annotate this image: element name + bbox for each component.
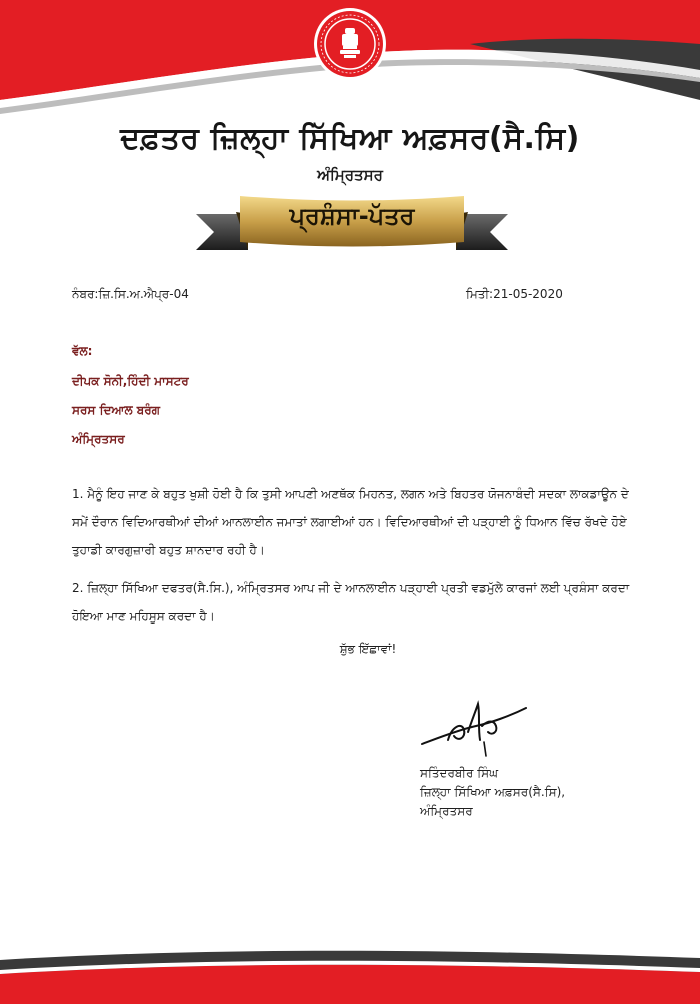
signature-icon [418,696,530,758]
recipient-line: ਸਰਸ ਦਿਆਲ ਬਰੰਗ [72,403,161,417]
signatory-block [420,764,565,821]
office-city: ਅੰਮ੍ਰਿਤਸਰ [317,166,383,184]
letter-date: ਮਿਤੀ:21-05-2020 [466,287,563,301]
body-paragraph-1: 1. ਮੈਨੂੰ ਇਹ ਜਾਣ ਕੇ ਬਹੁਤ ਖੁਸ਼ੀ ਹੋਈ ਹੈ ਕਿ ਤੁਸੀ ਆਪਣੀ ਅਣਥੱਕ ਮਿਹਨਤ, ਲਗਨ ਅਤੇ ਬਿਹਤਰ ਯੋਜਨਾਬੰਦੀ ਸਦਕਾ ਲਾਕਡਾਊਨ ਦੇ ਸਮੇਂ ਦੌਰਾਨ ਵਿਦਿਆਰਥੀਆਂ ਦੀਆਂ ਆਨਲਾਈਨ ਜਮਾਤਾਂ ਲਗਾਈਆਂ ਹਨ। ਵਿਦਿਆਰਥੀਆਂ ਦੀ ਪੜ੍ਹਾਈ ਨੂੰ ਧਿਆਨ ਵਿੱਚ ਰੱਖਦੇ ਹੋਏ ਤੁਹਾਡੀ ਕਾਰਗੁਜ਼ਾਰੀ ਬਹੁਤ ਸ਼ਾਨਦਾਰ ਰਹੀ ਹੈ। [72,487,629,557]
recipient-line: ਅੰਮ੍ਰਿਤਸਰ [72,432,125,446]
signatory-place: ਅੰਮ੍ਰਿਤਸਰ [420,804,473,818]
signatory-name: ਸਤਿੰਦਰਬੀਰ ਸਿੰਘ [420,766,499,780]
department-seal-icon [312,6,388,82]
ribbon-title: ਪ੍ਰਸ਼ੰਸਾ-ਪੱਤਰ [289,202,415,230]
footer-swoosh [0,930,700,1004]
letter-number: ਨੰਬਰ:ਜ਼ਿ.ਸਿ.ਅ.ਐਪ੍ਰ-04 [72,287,189,301]
to-label: ਵੱਲ: [72,344,93,358]
body-paragraph-2: 2. ਜ਼ਿਲ੍ਹਾ ਸਿੱਖਿਆ ਦਫਤਰ(ਸੈ.ਸਿ.), ਅੰਮ੍ਰਿਤਸਰ ਆਪ ਜੀ ਦੇ ਆਨਲਾਈਨ ਪੜ੍ਹਾਈ ਪ੍ਰਤੀ ਵਡਮੁੱਲੇ ਕਾਰਜਾਂ ਲਈ ਪ੍ਰਸ਼ੰਸਾ ਕਰਦਾ ਹੋਇਆ ਮਾਣ ਮਹਿਸੂਸ ਕਰਦਾ ਹੈ। [72,581,630,623]
best-wishes: ਸ਼ੁੱਭ ਇੱਛਾਵਾਂ! [339,642,397,656]
signatory-designation: ਜ਼ਿਲ੍ਹਾ ਸਿੱਖਿਆ ਅਫ਼ਸਰ(ਸੈ.ਸਿ), [420,785,566,799]
recipient-line: ਦੀਪਕ ਸੋਨੀ,ਹਿੰਦੀ ਮਾਸਟਰ [72,374,189,388]
office-title: ਦਫ਼ਤਰ ਜ਼ਿਲ੍ਹਾ ਸਿੱਖਿਆ ਅਫ਼ਸਰ(ਸੈ.ਸਿ) [120,121,580,156]
